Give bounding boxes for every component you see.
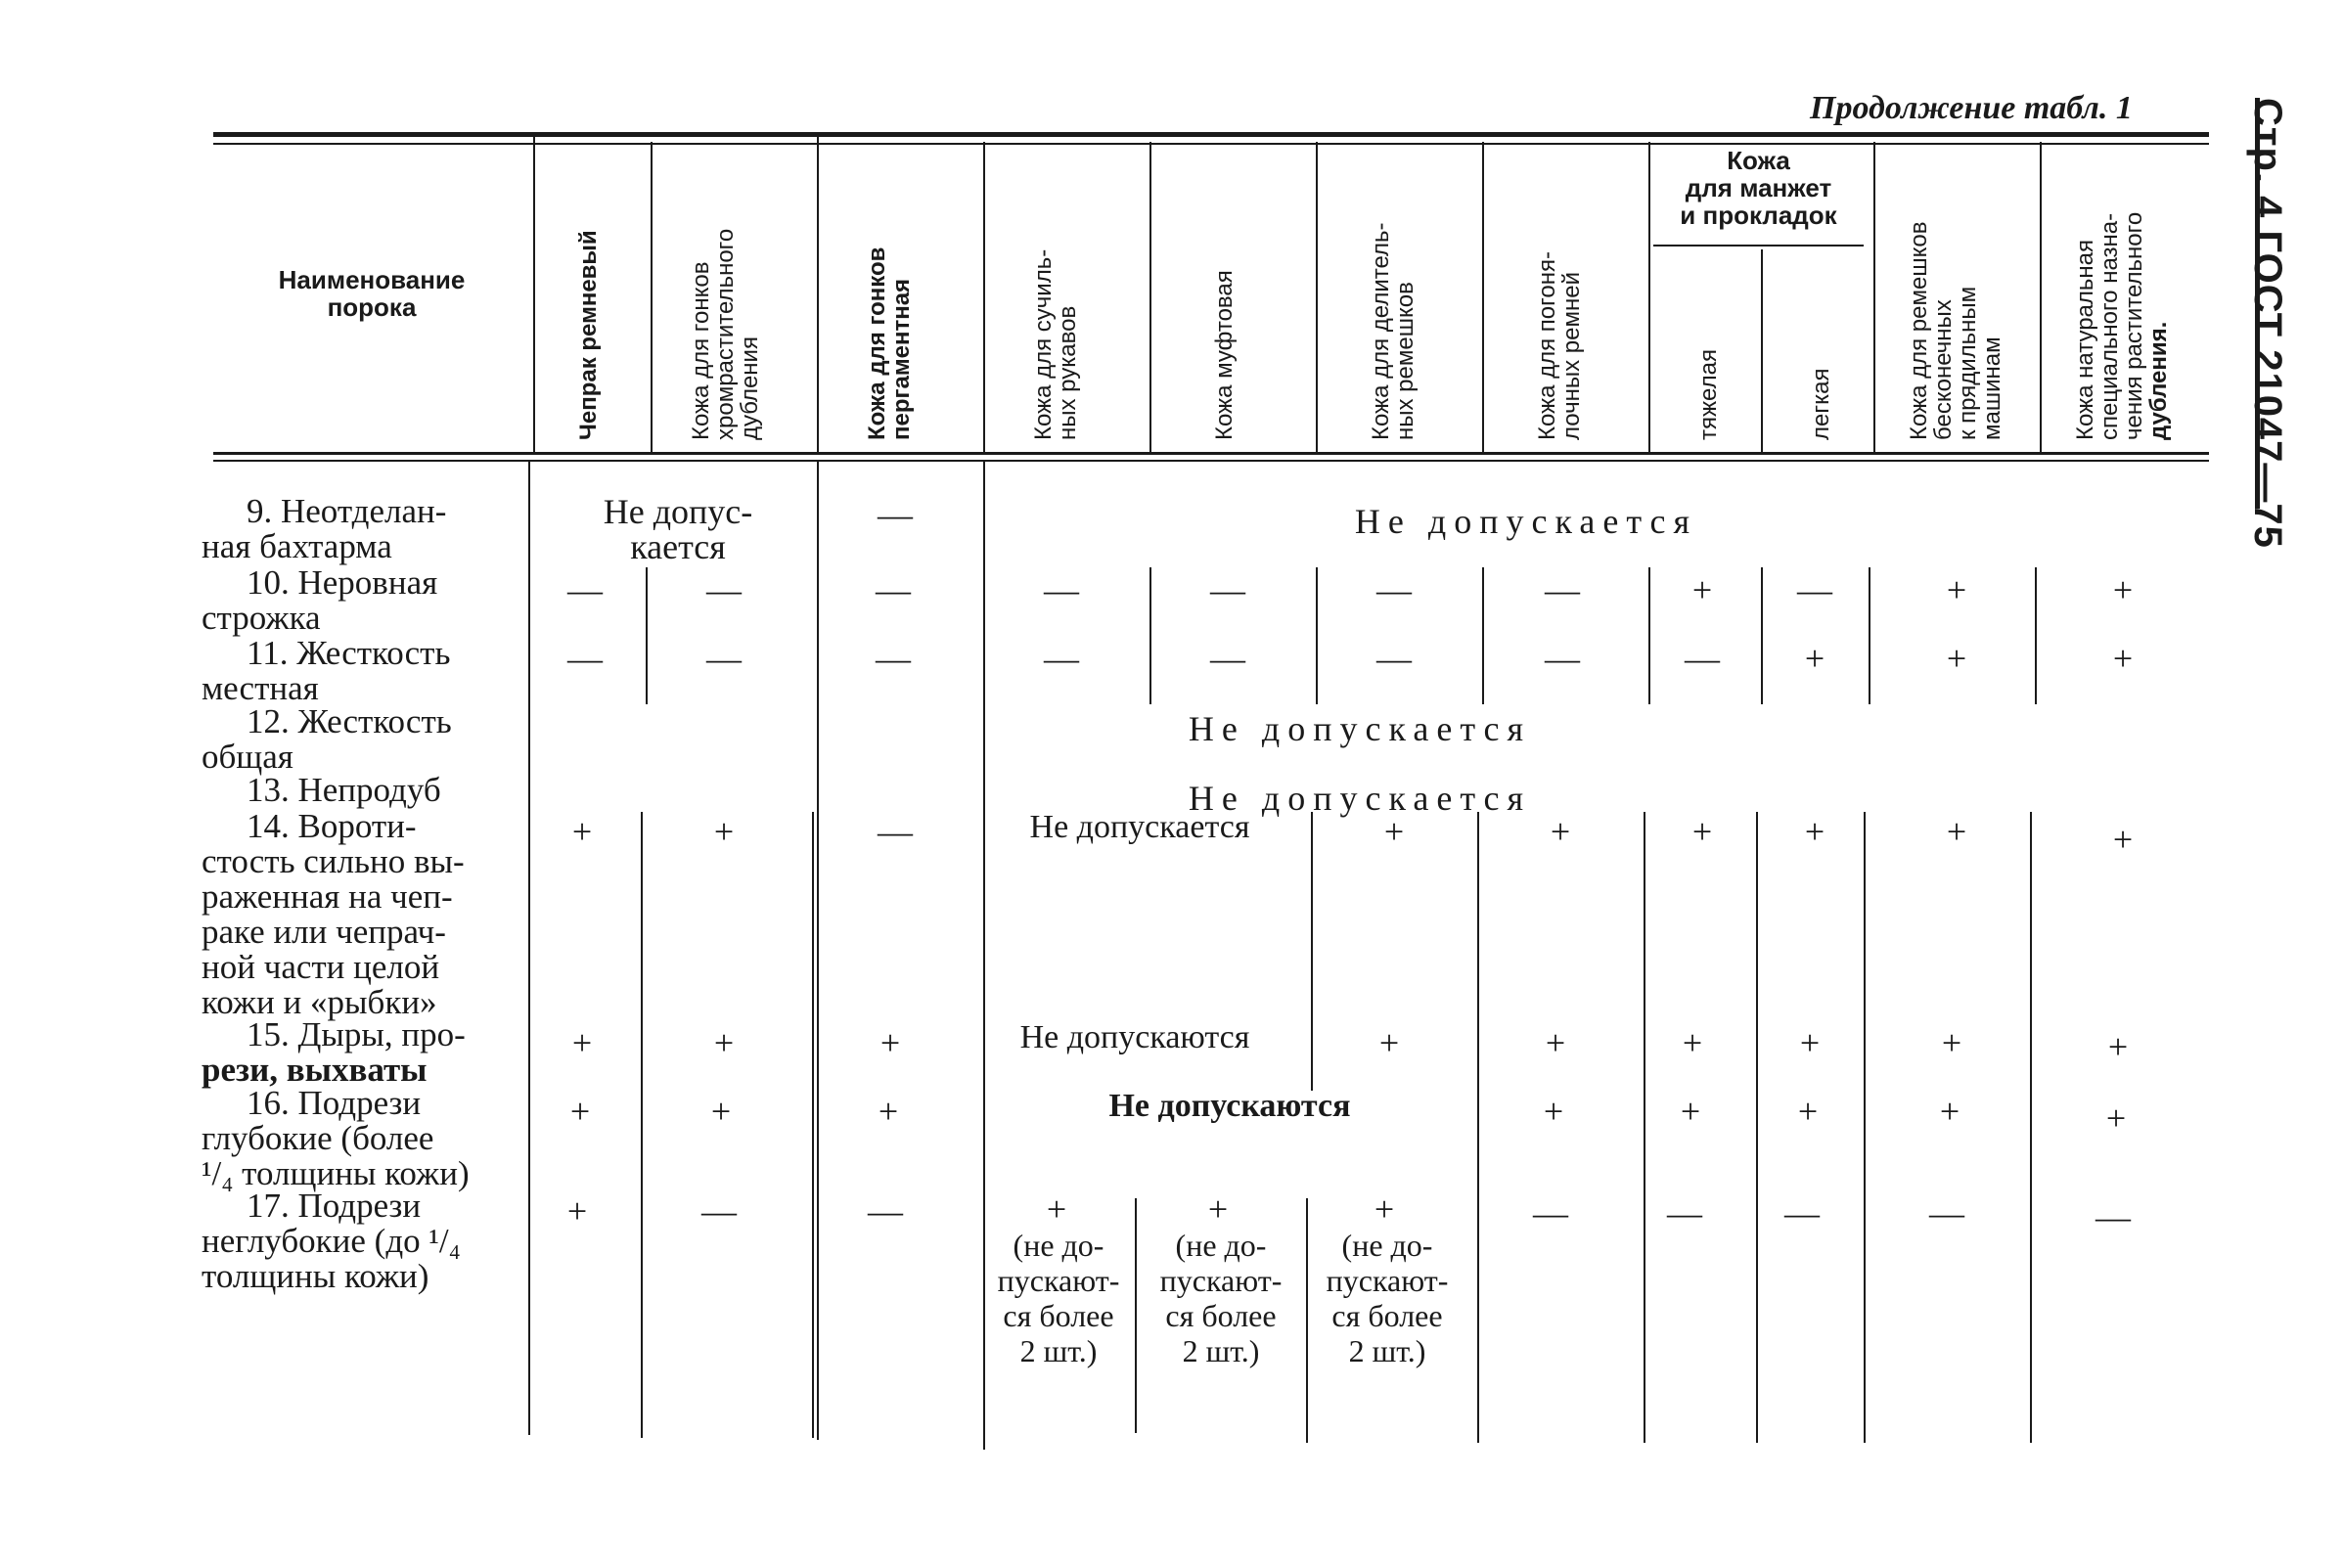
cell-r15-c45: Не допускаются <box>1019 1019 1250 1055</box>
cell-r14-c6: + <box>1383 812 1405 851</box>
header-divider <box>1316 142 1318 452</box>
body-divider <box>1864 812 1866 1443</box>
cell-r17-c2: — <box>701 1191 737 1231</box>
cell-r11-c10: + <box>1946 639 1967 678</box>
col-header-c8: тяжелая <box>1695 349 1722 440</box>
body-divider <box>1482 567 1484 704</box>
cell-r17-c5-note: (не до- пускают- ся более 2 шт.) <box>1159 1228 1283 1368</box>
cell-r16-c456: Не допускаются <box>1108 1088 1351 1124</box>
header-bottom-rule <box>213 452 2209 455</box>
cell-r17-c7: — <box>1533 1193 1568 1232</box>
cell-r14-c8: + <box>1691 812 1713 851</box>
body-divider <box>646 567 648 704</box>
header-divider <box>533 137 535 452</box>
cell-r10-c11: + <box>2112 570 2134 609</box>
col-header-c11-l1: Кожа натуральная <box>2072 240 2098 440</box>
col-header-c2-l1: Кожа для гонков <box>688 261 714 440</box>
cell-r10-c7: — <box>1545 570 1580 609</box>
cell-r16-c1: + <box>569 1092 591 1131</box>
cell-r17-c6-mark: + <box>1374 1189 1395 1229</box>
header-divider <box>1648 142 1650 452</box>
cell-r9-rest: Не допускается <box>1354 502 1698 541</box>
body-divider <box>1316 567 1318 704</box>
cell-r16-c7: + <box>1543 1092 1564 1131</box>
header-divider <box>1149 142 1151 452</box>
body-divider <box>1644 812 1645 1443</box>
cell-r11-c3: — <box>876 639 911 678</box>
table-continuation-caption: Продолжение табл. 1 <box>1810 90 2133 126</box>
cell-r10-c8: + <box>1691 570 1713 609</box>
body-divider <box>1311 812 1313 1091</box>
cell-r11-c11: + <box>2112 639 2134 678</box>
col-header-name: Наименование порока <box>278 265 466 322</box>
cell-r12-span: Не допускается <box>1188 709 1532 748</box>
body-divider <box>2030 812 2032 1443</box>
col-header-c9: легкая <box>1808 368 1834 440</box>
cell-r10-c6: — <box>1376 570 1412 609</box>
cell-r13-span: Не допускается <box>1188 779 1532 818</box>
col-header-c3-l1: Кожа для гонков <box>864 246 890 440</box>
col-header-group-l2: для манжет <box>1685 173 1832 202</box>
cell-r17-c6-note: (не до- пускают- ся более 2 шт.) <box>1326 1228 1449 1368</box>
col-header-c5: Кожа муфтовая <box>1211 270 1238 440</box>
cell-r10-c9: — <box>1797 570 1832 609</box>
col-header-c11-l3: чения растительного <box>2121 211 2147 440</box>
body-divider <box>983 462 985 1450</box>
cell-r14-c45: Не допускается <box>1029 809 1250 845</box>
cell-r15-c1: + <box>571 1023 593 1062</box>
body-divider <box>1477 812 1479 1443</box>
cell-r11-c8: — <box>1685 639 1720 678</box>
cell-r10-c2: — <box>706 570 742 609</box>
cell-r14-c1: + <box>571 812 593 851</box>
body-divider <box>1756 812 1758 1443</box>
table-top-rule <box>213 132 2209 137</box>
cell-r15-c8: + <box>1682 1023 1703 1062</box>
cell-r9-c12: Не допус- кается <box>603 492 753 566</box>
col-header-c1: Чепрак ремневый <box>575 230 602 440</box>
body-divider <box>817 462 819 1440</box>
cell-r14-c2: + <box>713 812 735 851</box>
col-header-c10-l4: машинам <box>1979 336 2005 440</box>
col-header-c6-l1: Кожа для делитель- <box>1368 222 1394 440</box>
header-divider <box>1482 142 1484 452</box>
col-header-c10-l3: к прядильным <box>1955 286 1981 440</box>
col-header-c2-l2: хромрастительного <box>712 228 739 440</box>
row-name-17: 17. Подрези неглубокие (до ¹/₄ толщины кожи) <box>202 1187 461 1295</box>
cell-r15-c2: + <box>713 1023 735 1062</box>
cell-r16-c9: + <box>1797 1092 1819 1131</box>
header-divider <box>1761 249 1763 452</box>
cell-r11-c4: — <box>1044 639 1079 678</box>
header-divider <box>817 137 819 452</box>
page-standard-stamp: Стр. 4 ГОСТ 21047—75 <box>2246 98 2289 549</box>
col-header-group <box>1653 147 1864 229</box>
cell-r17-c8: — <box>1667 1193 1702 1232</box>
cell-r17-c3: — <box>868 1191 903 1231</box>
body-divider <box>1648 567 1650 704</box>
cell-r16-c8: + <box>1680 1092 1701 1131</box>
cell-r14-c3: — <box>878 812 913 851</box>
cell-r15-c3: + <box>879 1023 901 1062</box>
col-header-c6-l2: ных ремешков <box>1392 282 1419 440</box>
cell-r11-c2: — <box>706 639 742 678</box>
cell-r14-c7: + <box>1550 812 1571 851</box>
cell-r11-c5: — <box>1210 639 1245 678</box>
body-divider <box>1761 567 1763 704</box>
cell-r17-c1: + <box>566 1191 588 1231</box>
row-name-11: 11. Жесткость местная <box>202 634 451 707</box>
cell-r16-c3: + <box>878 1092 899 1131</box>
cell-r11-c9: + <box>1804 639 1825 678</box>
col-header-c7-l2: лочных ремней <box>1558 272 1585 440</box>
body-divider <box>528 462 530 1435</box>
row-name-9: 9. Неотделан- ная бахтарма <box>202 492 447 565</box>
cell-r16-c10: + <box>1939 1092 1960 1131</box>
cell-r17-c5-mark: + <box>1207 1189 1229 1229</box>
col-header-c2-l3: дубления <box>737 336 763 440</box>
body-divider <box>641 812 643 1438</box>
cell-r10-c10: + <box>1946 570 1967 609</box>
col-header-c7-l1: Кожа для погоня- <box>1534 251 1560 440</box>
header-divider <box>2040 142 2042 452</box>
cell-r11-c1: — <box>567 639 603 678</box>
cell-r14-c11: + <box>2112 820 2134 859</box>
col-header-c4-l2: ных рукавов <box>1055 305 1081 440</box>
row-name-12: 12. Жесткость общая <box>202 702 452 776</box>
col-header-c10-l2: бесконечных <box>1930 299 1957 440</box>
body-divider <box>1149 567 1151 704</box>
col-header-group-l3: и прокладок <box>1680 201 1837 230</box>
body-divider <box>1869 567 1870 704</box>
cell-r17-c4-note: (не до- пускают- ся более 2 шт.) <box>997 1228 1120 1368</box>
col-header-c11-l2: специального назна- <box>2096 212 2123 440</box>
cell-r9-c3: — <box>878 495 913 534</box>
header-divider <box>651 142 653 452</box>
row-name-16: 16. Подрези глубокие (более ¹/₄ толщины кожи) <box>202 1084 470 1192</box>
cell-r10-c4: — <box>1044 570 1079 609</box>
body-divider <box>812 812 814 1438</box>
cell-r14-c10: + <box>1946 812 1967 851</box>
cell-r11-c7: — <box>1545 639 1580 678</box>
cell-r17-c4-mark: + <box>1046 1189 1067 1229</box>
cell-r15-c9: + <box>1799 1023 1821 1062</box>
cell-r17-c11: — <box>2095 1197 2131 1236</box>
header-bottom-rule-thin <box>213 460 2209 462</box>
cell-r10-c3: — <box>876 570 911 609</box>
cell-r15-c6: + <box>1378 1023 1400 1062</box>
group-header-rule <box>1653 245 1864 246</box>
row-name-10: 10. Неровная строжка <box>202 563 438 637</box>
cell-r11-c6: — <box>1376 639 1412 678</box>
cell-r16-c2: + <box>710 1092 732 1131</box>
cell-r10-c5: — <box>1210 570 1245 609</box>
col-header-c11-l4: дубления. <box>2145 321 2172 440</box>
body-divider <box>1135 1198 1137 1433</box>
row-name-15: 15. Дыры, про- рези, выхваты <box>202 1015 466 1089</box>
row-name-14: 14. Вороти- стость сильно вы- раженная на чеп- раке или чепрач- ной части целой кожи и «рыбки» <box>202 807 465 1021</box>
col-header-c3-l2: пергаментная <box>888 278 915 440</box>
cell-r15-c10: + <box>1941 1023 1962 1062</box>
cell-r15-c7: + <box>1545 1023 1566 1062</box>
cell-r15-c11: + <box>2107 1027 2129 1066</box>
cell-r14-c9: + <box>1804 812 1825 851</box>
col-header-group-l1: Кожа <box>1727 146 1790 175</box>
col-header-c10-l1: Кожа для ремешков <box>1906 221 1932 440</box>
cell-r17-c9: — <box>1784 1193 1820 1232</box>
cell-r17-c10: — <box>1929 1193 1964 1232</box>
body-divider <box>2035 567 2037 704</box>
body-divider <box>1306 1198 1308 1443</box>
table-top-rule-thin <box>213 143 2209 145</box>
header-divider <box>983 142 985 452</box>
col-header-c4-l1: Кожа для сучиль- <box>1030 248 1057 440</box>
row-name-13: 13. Непродуб <box>247 771 441 809</box>
cell-r16-c11: + <box>2105 1098 2127 1138</box>
cell-r10-c1: — <box>567 570 603 609</box>
header-divider <box>1873 142 1875 452</box>
